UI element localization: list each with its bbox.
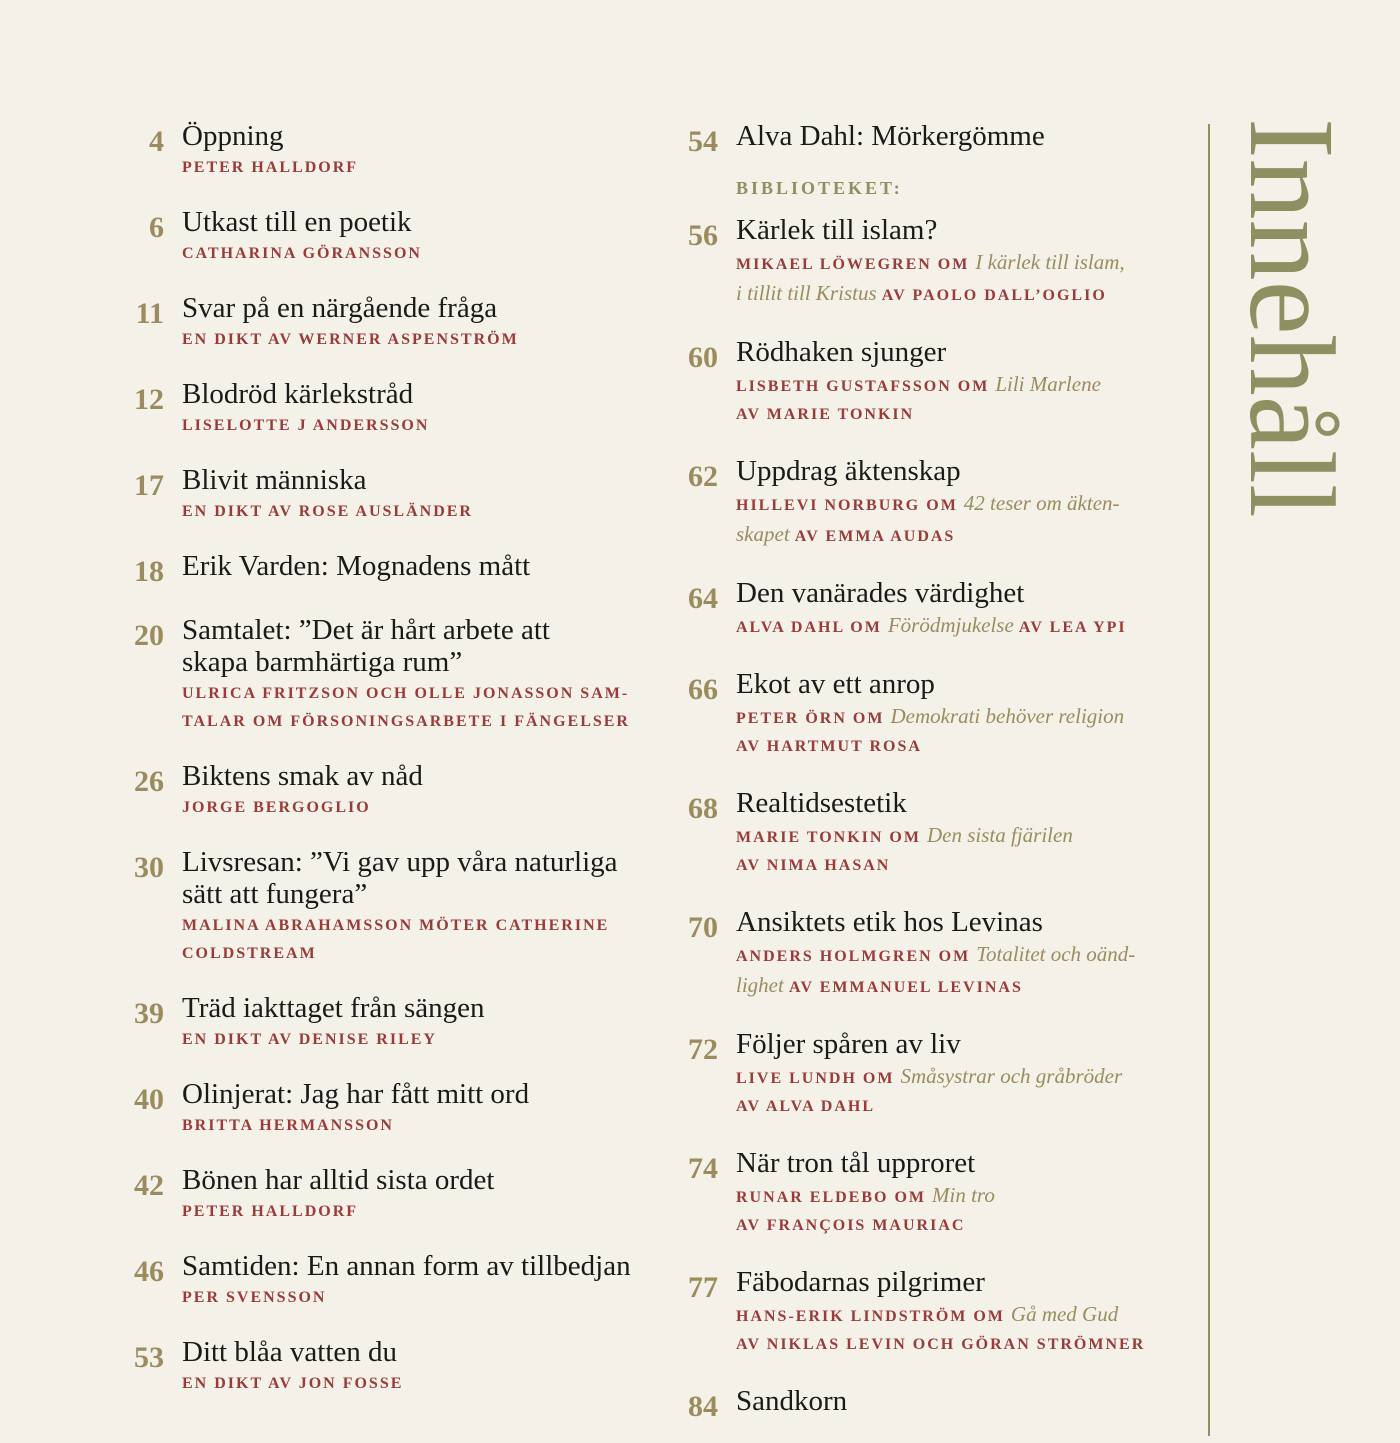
entry-title: Blivit människa bbox=[182, 464, 367, 496]
toc-entry[interactable] bbox=[668, 569, 1188, 642]
toc-left-column bbox=[120, 112, 660, 1414]
page-number: 40 bbox=[134, 1083, 164, 1116]
page-number: 72 bbox=[688, 1033, 718, 1066]
toc-entry[interactable] bbox=[668, 112, 1188, 160]
entry-byline: LISBETH GUSTAFSSON OM Lili Marlene AV MARIE TONKIN bbox=[736, 372, 1101, 423]
entry-title: Olinjerat: Jag har fått mitt ord bbox=[182, 1078, 530, 1110]
entry-title: Svar på en närgående fråga bbox=[182, 292, 498, 324]
entry-title: Ditt blåa vatten du bbox=[182, 1336, 398, 1368]
toc-right-column bbox=[668, 112, 1188, 1443]
entry-title: Utkast till en poetik bbox=[182, 206, 412, 238]
entry-title: Bönen har alltid sista ordet bbox=[182, 1164, 495, 1196]
entry-author: BRITTA HERMANSSON bbox=[182, 1117, 394, 1134]
entry-title: Rödhaken sjunger bbox=[736, 336, 947, 368]
page-number: 60 bbox=[688, 341, 718, 374]
toc-entry[interactable] bbox=[120, 1070, 660, 1140]
entry-title: Ekot av ett anrop bbox=[736, 668, 935, 700]
entry-byline: PETER ÖRN OM Demokrati behöver religion AV HARTMUT ROSA bbox=[736, 704, 1125, 755]
entry-title: Livsresan: ”Vi gav upp våra naturliga sätt att fungera” bbox=[182, 846, 618, 910]
entry-byline: ALVA DAHL OM Förödmjukelse AV LEA YPI bbox=[736, 613, 1127, 637]
entry-byline: MARIE TONKIN OM Den sista fjärilen AV NIMA HASAN bbox=[736, 823, 1073, 874]
entry-title: Den vanärades värdighet bbox=[736, 577, 1025, 609]
entry-author: LISELOTTE J ANDERSSON bbox=[182, 417, 430, 434]
entry-title: Uppdrag äktenskap bbox=[736, 455, 961, 487]
page-number: 54 bbox=[688, 125, 718, 158]
toc-entry[interactable] bbox=[668, 447, 1188, 551]
entry-author: EN DIKT AV DENISE RILEY bbox=[182, 1031, 437, 1048]
toc-entry[interactable] bbox=[120, 606, 660, 736]
entry-author: PETER HALLDORF bbox=[182, 159, 359, 176]
section-heading: BIBLIOTEKET: bbox=[736, 178, 903, 198]
entry-author: CATHARINA GÖRANSSON bbox=[182, 245, 422, 262]
entry-title: Kärlek till islam? bbox=[736, 214, 938, 246]
page-number: 70 bbox=[688, 911, 718, 944]
entry-author: EN DIKT AV JON FOSSE bbox=[182, 1375, 404, 1392]
entry-title: Realtidsestetik bbox=[736, 787, 907, 819]
page-number: 18 bbox=[134, 555, 164, 588]
entry-author: JORGE BERGOGLIO bbox=[182, 799, 371, 816]
entry-title: Alva Dahl: Mörkergömme bbox=[736, 120, 1045, 152]
page-number: 53 bbox=[134, 1341, 164, 1374]
entry-author: PETER HALLDORF bbox=[182, 1203, 359, 1220]
page-number: 56 bbox=[688, 219, 718, 252]
page-number: 20 bbox=[134, 619, 164, 652]
entry-author: ULRICA FRITZSON OCH OLLE JONASSON SAM- TALAR OM FÖRSONINGSARBETE I FÄNGELSER bbox=[182, 685, 630, 730]
page-number: 84 bbox=[688, 1390, 718, 1423]
entry-author: EN DIKT AV ROSE AUSLÄNDER bbox=[182, 503, 473, 520]
entry-byline: HANS-ERIK LINDSTRÖM OM Gå med Gud AV NIKLAS LEVIN OCH GÖRAN STRÖMNER bbox=[736, 1302, 1146, 1353]
entry-title: Sandkorn bbox=[736, 1385, 848, 1417]
entry-title: Fäbodarnas pilgrimer bbox=[736, 1266, 985, 1298]
entry-title: Blodröd kärlekstråd bbox=[182, 378, 414, 410]
toc-entry[interactable] bbox=[120, 838, 660, 968]
toc-entry[interactable] bbox=[120, 752, 660, 822]
entry-title: Öppning bbox=[182, 120, 284, 152]
toc-entry[interactable] bbox=[668, 1020, 1188, 1121]
toc-entry[interactable] bbox=[668, 779, 1188, 880]
entry-title: Biktens smak av nåd bbox=[182, 760, 423, 792]
page-title: Innehåll bbox=[1224, 118, 1359, 518]
page-number: 46 bbox=[134, 1255, 164, 1288]
entry-title: Följer spåren av liv bbox=[736, 1028, 961, 1060]
toc-entry[interactable] bbox=[120, 1328, 660, 1398]
page-number: 6 bbox=[149, 211, 164, 244]
toc-entry[interactable] bbox=[120, 984, 660, 1054]
entry-byline: ANDERS HOLMGREN OM Totalitet och oänd- lighet AV EMMANUEL LEVINAS bbox=[736, 942, 1136, 997]
page-number: 74 bbox=[688, 1152, 718, 1185]
entry-title: När tron tål upproret bbox=[736, 1147, 976, 1179]
toc-entry[interactable] bbox=[668, 898, 1188, 1002]
toc-entry[interactable] bbox=[120, 456, 660, 526]
entry-author: PER SVENSSON bbox=[182, 1289, 327, 1306]
page-number: 39 bbox=[134, 997, 164, 1030]
entry-title: Erik Varden: Mognadens mått bbox=[182, 550, 531, 582]
vertical-divider bbox=[1208, 124, 1210, 1436]
toc-entry[interactable] bbox=[120, 1156, 660, 1226]
page-number: 62 bbox=[688, 460, 718, 493]
toc-entry[interactable] bbox=[668, 328, 1188, 429]
page-number: 26 bbox=[134, 765, 164, 798]
page-number: 64 bbox=[688, 582, 718, 615]
page-number: 68 bbox=[688, 792, 718, 825]
toc-entry[interactable] bbox=[120, 1242, 660, 1312]
page-number: 12 bbox=[134, 383, 164, 416]
entry-title: Träd iakttaget från sängen bbox=[182, 992, 485, 1024]
page-number: 66 bbox=[688, 673, 718, 706]
toc-entry[interactable] bbox=[120, 370, 660, 440]
toc-entry[interactable] bbox=[668, 1258, 1188, 1359]
toc-entry[interactable] bbox=[120, 112, 660, 182]
page-number: 77 bbox=[688, 1271, 718, 1304]
entry-byline: RUNAR ELDEBO OM Min tro AV FRANÇOIS MAURIAC bbox=[736, 1183, 995, 1234]
entry-author: MALINA ABRAHAMSSON MÖTER CATHERINE COLDSTREAM bbox=[182, 917, 610, 962]
toc-entry[interactable] bbox=[668, 206, 1188, 310]
page-number: 11 bbox=[135, 297, 164, 330]
entry-byline: LIVE LUNDH OM Småsystrar och gråbröder AV ALVA DAHL bbox=[736, 1064, 1123, 1115]
page-number: 42 bbox=[134, 1169, 164, 1202]
entry-byline: HILLEVI NORBURG OM 42 teser om äkten- skapet AV EMMA AUDAS bbox=[736, 491, 1120, 546]
entry-title: Samtiden: En annan form av tillbedjan bbox=[182, 1250, 631, 1282]
page-number: 30 bbox=[134, 851, 164, 884]
entry-author: EN DIKT AV WERNER ASPENSTRÖM bbox=[182, 331, 519, 348]
toc-entry[interactable] bbox=[668, 1139, 1188, 1240]
toc-entry[interactable] bbox=[120, 284, 660, 354]
toc-entry[interactable] bbox=[120, 542, 660, 590]
page-number: 17 bbox=[134, 469, 164, 502]
toc-entry[interactable] bbox=[120, 198, 660, 268]
toc-entry[interactable] bbox=[668, 660, 1188, 761]
page-number: 4 bbox=[149, 125, 164, 158]
entry-title: Samtalet: ”Det är hårt arbete att skapa barmhärtiga rum” bbox=[182, 614, 550, 678]
entry-title: Ansiktets etik hos Levinas bbox=[736, 906, 1043, 938]
toc-entry[interactable] bbox=[668, 1377, 1188, 1425]
entry-byline: MIKAEL LÖWEGREN OM I kärlek till islam, i tillit till Kristus AV PAOLO DALL’OGLIO bbox=[736, 250, 1125, 305]
